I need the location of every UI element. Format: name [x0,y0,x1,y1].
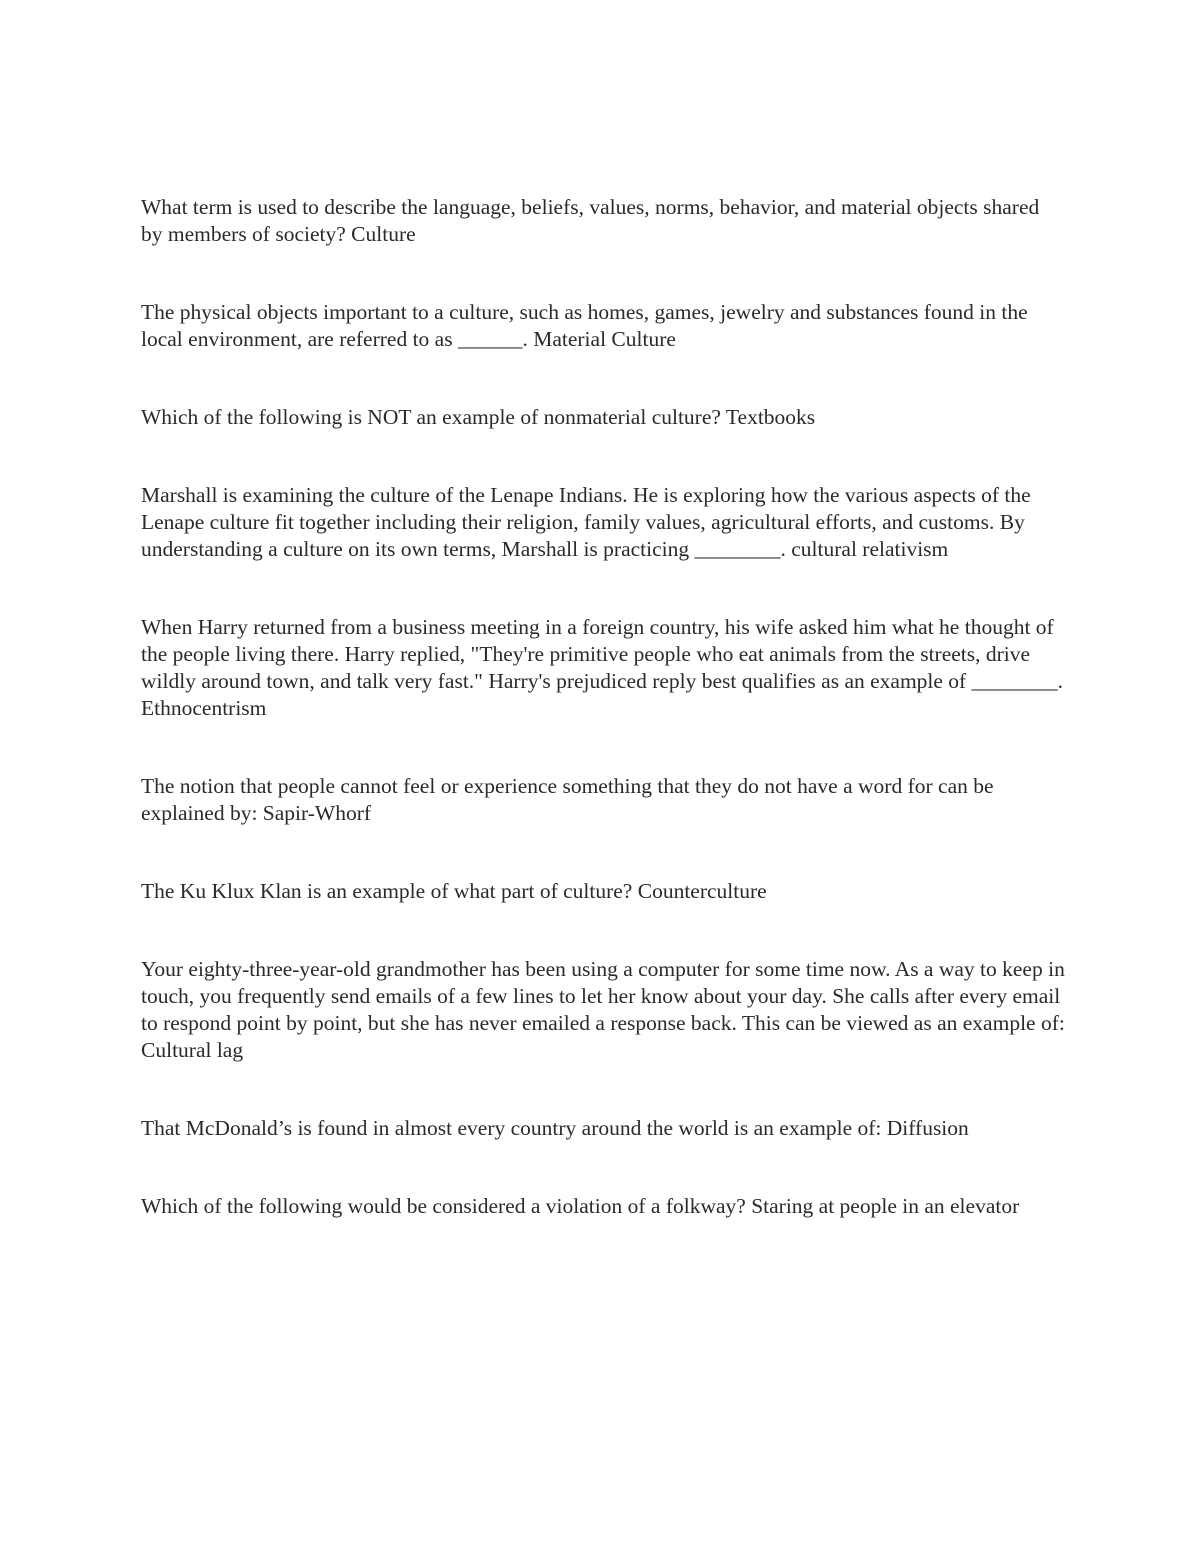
question-answer-6: The notion that people cannot feel or experience something that they do not have a word for can be explained by: Sapir-Whorf [141,774,994,825]
question-answer-1: What term is used to describe the language, beliefs, values, norms, behavior, and material objects shared by members of society? Culture [141,195,1040,246]
question-answer-2: The physical objects important to a culture, such as homes, games, jewelry and substances found in the local environment, are referred to as ______. Material Culture [141,300,1028,351]
question-answer-9: That McDonald’s is found in almost every country around the world is an example of: Diffusion [141,1116,969,1140]
document-body [141,194,1066,1271]
question-answer-10: Which of the following would be considered a violation of a folkway? Staring at people in an elevator [141,1194,1020,1218]
question-answer-8: Your eighty-three-year-old grandmother has been using a computer for some time now. As a way to keep in touch, you frequently send emails of a few lines to let her know about your day. She calls after every email to respond point by point, but she has never emailed a response back. This can be viewed as an example of: Cultural lag [141,957,1065,1062]
question-answer-5: When Harry returned from a business meeting in a foreign country, his wife asked him what he thought of the people living there. Harry replied, "They're primitive people who eat animals from the streets, drive wildly around town, and talk very fast." Harry's prejudiced reply best qualifies as an example of ________. Ethnocentrism [141,615,1063,720]
question-answer-7: The Ku Klux Klan is an example of what part of culture? Counterculture [141,879,767,903]
question-answer-3: Which of the following is NOT an example of nonmaterial culture? Textbooks [141,405,816,429]
question-answer-4: Marshall is examining the culture of the Lenape Indians. He is exploring how the various aspects of the Lenape culture fit together including their religion, family values, agricultural efforts, and customs. By understanding a culture on its own terms, Marshall is practicing ________. cultural relativism [141,483,1031,561]
